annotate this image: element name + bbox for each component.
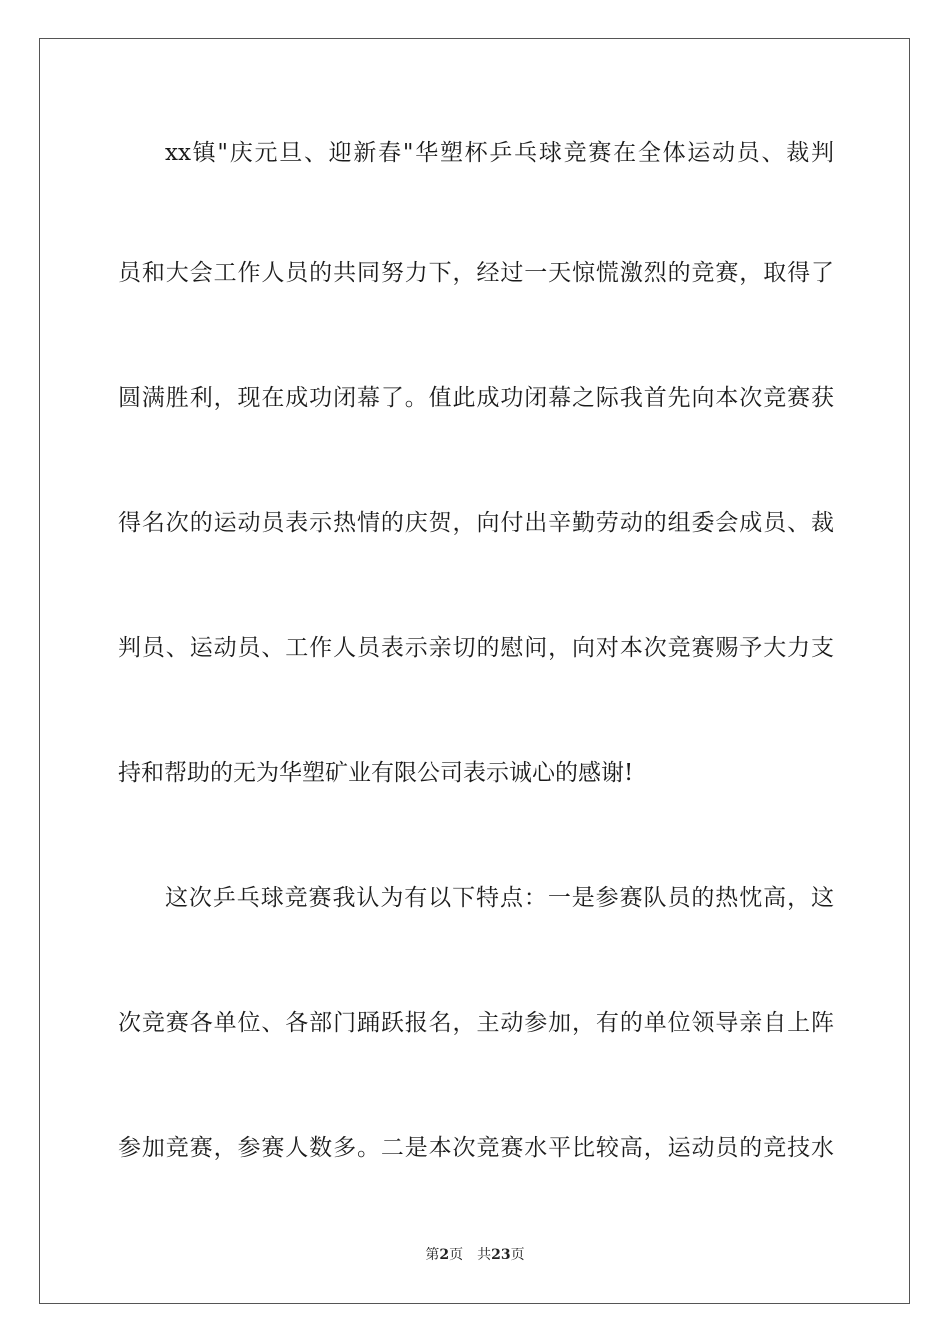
footer-page-suffix: 页 — [449, 1247, 464, 1263]
paragraph-2-line-2: 次竞赛各单位、各部门踊跃报名，主动参加，有的单位领导亲自上阵 — [118, 1010, 834, 1036]
footer-total-number: 23 — [491, 1247, 511, 1263]
paragraph-1-line-1: xx镇"庆元旦、迎新春"华塑杯乒乓球竞赛在全体运动员、裁判 — [165, 140, 834, 166]
footer-page-prefix: 第 — [425, 1247, 440, 1263]
paragraph-2-line-3: 参加竞赛，参赛人数多。二是本次竞赛水平比较高，运动员的竞技水 — [118, 1135, 834, 1161]
page-border — [39, 38, 910, 1304]
page-footer — [0, 1246, 950, 1264]
paragraph-2-line-1: 这次乒乓球竞赛我认为有以下特点：一是参赛队员的热忱高，这 — [165, 885, 834, 911]
paragraph-1-line-6: 持和帮助的无为华塑矿业有限公司表示诚心的感谢! — [118, 760, 634, 786]
footer-total-suffix: 页 — [510, 1247, 525, 1263]
footer-page-number: 2 — [439, 1247, 450, 1263]
paragraph-1-line-4: 得名次的运动员表示热情的庆贺，向付出辛勤劳动的组委会成员、裁 — [118, 510, 834, 536]
paragraph-1-line-2: 员和大会工作人员的共同努力下，经过一天惊慌激烈的竞赛，取得了 — [118, 260, 834, 286]
paragraph-1-line-3: 圆满胜利，现在成功闭幕了。值此成功闭幕之际我首先向本次竞赛获 — [118, 385, 834, 411]
footer-total-prefix: 共 — [477, 1247, 492, 1263]
paragraph-1-line-5: 判员、运动员、工作人员表示亲切的慰问，向对本次竞赛赐予大力支 — [118, 635, 834, 661]
